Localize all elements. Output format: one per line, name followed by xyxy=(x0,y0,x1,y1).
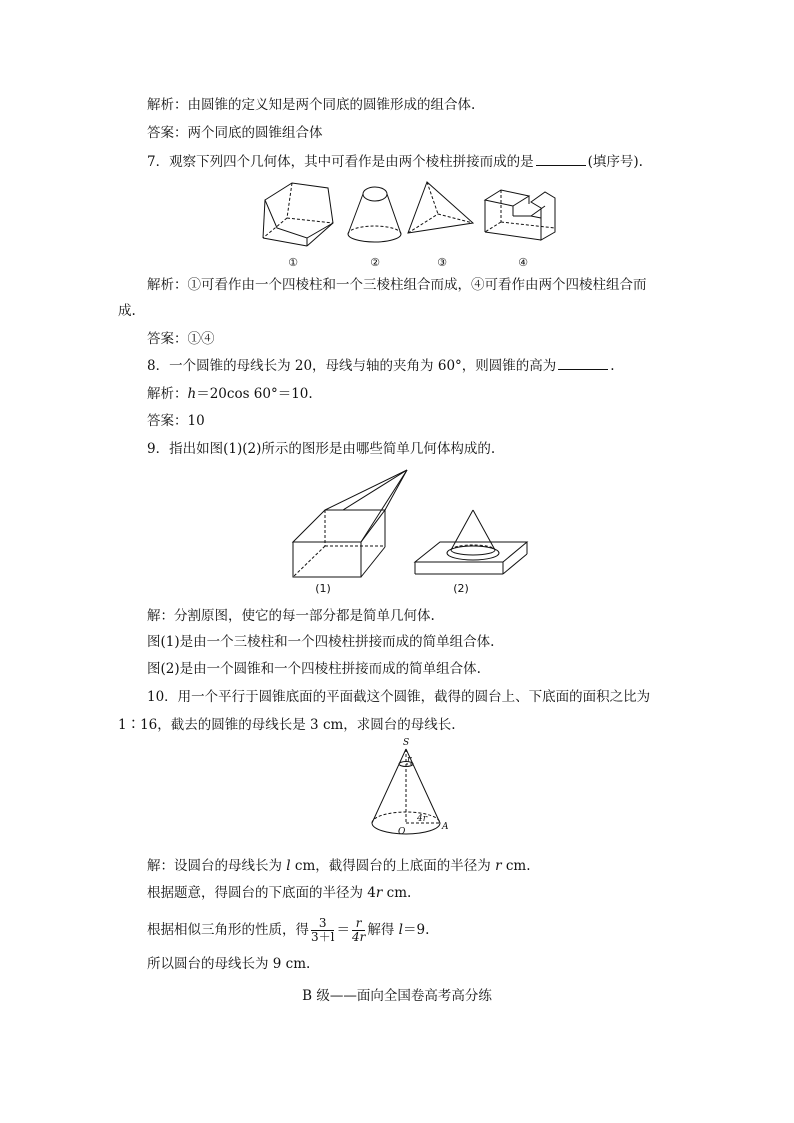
q10-s2-var-r: r xyxy=(375,885,383,901)
q10-s3-equals: ＝ xyxy=(336,922,350,938)
q9-solution-2: 图(1)是由一个三棱柱和一个四棱柱拼接而成的简单组合体. xyxy=(147,634,495,650)
q8-text: 8．一个圆锥的母线长为 20，母线与轴的夹角为 60°，则圆锥的高为 xyxy=(147,358,557,374)
q7-answer-blank xyxy=(536,153,586,166)
q10-s1-var-r: r xyxy=(495,858,502,874)
q10-s3-text-c: ＝9. xyxy=(402,922,430,938)
solid-3 xyxy=(408,182,473,233)
solid-4 xyxy=(485,190,555,240)
q7-question xyxy=(147,153,643,171)
q10-s2-text-a: 根据题意，得圆台的下底面的半径为 4 xyxy=(147,885,376,901)
fig10-label-o: O xyxy=(398,827,406,837)
q8-exp-formula: ＝20cos 60°＝10. xyxy=(196,386,313,402)
q7-answer: 答案：①④ xyxy=(147,331,215,347)
q8-answer-blank xyxy=(558,357,608,370)
section-heading: B 级——面向全国卷高考高分练 xyxy=(302,988,492,1004)
q7-text: 7．观察下列四个几何体，其中可看作是由两个棱柱拼接而成的是 xyxy=(147,154,534,170)
q10-solution-2 xyxy=(147,884,411,902)
fig7-label-2: ② xyxy=(370,256,380,269)
q8-exp-var: h xyxy=(187,386,197,402)
figure-2 xyxy=(415,510,527,574)
q10-s1-text-a: 解：设圆台的母线长为 xyxy=(147,858,287,874)
q8-exp-prefix: 解析： xyxy=(147,386,188,402)
fig7-label-1: ① xyxy=(288,256,298,269)
q7-text-end: (填序号). xyxy=(587,154,643,170)
q9-solution-3: 图(2)是由一个圆锥和一个四棱柱拼接而成的简单组合体. xyxy=(147,661,481,677)
q8-text-end: . xyxy=(610,358,615,374)
q7-explanation-1: 解析：①可看作由一个四棱柱和一个三棱柱组合而成，④可看作由两个四棱柱组合而 xyxy=(147,277,647,293)
q8-explanation xyxy=(147,385,313,403)
q10-s3-var-l: l xyxy=(398,922,403,938)
q8-answer: 答案：10 xyxy=(147,413,205,429)
fig10-label-s: S xyxy=(403,738,410,748)
fraction-1-denominator: 3＋l xyxy=(311,930,335,944)
figure-1 xyxy=(293,470,407,577)
q9-figure xyxy=(285,462,535,597)
q10-question-1: 10．用一个平行于圆锥底面的平面截这个圆锥，截得的圆台上、下底面的面积之比为 xyxy=(147,689,651,705)
q10-solution-1 xyxy=(147,857,531,875)
solid-1 xyxy=(263,183,333,246)
q10-question-2: 1∶16，截去的圆锥的母线长是 3 cm，求圆台的母线长. xyxy=(118,717,456,733)
q10-s1-var-l: l xyxy=(286,858,291,874)
q7-figure xyxy=(255,178,565,270)
fraction-2-numerator: r xyxy=(352,917,365,931)
q9-question: 9．指出如图(1)(2)所示的图形是由哪些简单几何体构成的. xyxy=(147,441,496,457)
fig7-label-4: ④ xyxy=(518,256,528,269)
fraction-2 xyxy=(352,917,365,944)
fraction-1-numerator: 3 xyxy=(311,917,334,931)
fraction-1 xyxy=(311,917,334,944)
fig10-label-4r: 4r xyxy=(417,814,428,824)
q6-answer: 答案：两个同底的圆锥组合体 xyxy=(147,125,323,141)
q10-solution-4: 所以圆台的母线长为 9 cm. xyxy=(147,956,311,972)
q10-figure xyxy=(360,735,470,847)
q9-solution-1: 解：分割原图，使它的每一部分都是简单几何体. xyxy=(147,608,435,624)
solid-2 xyxy=(348,187,401,242)
fig7-label-3: ③ xyxy=(437,256,447,269)
q10-s3-text-b: 解得 xyxy=(367,922,399,938)
fraction-2-denominator: 4r xyxy=(351,930,366,944)
q10-s2-text-b: cm. xyxy=(382,885,412,901)
fig9-label-2: (2) xyxy=(453,582,469,595)
q8-question xyxy=(147,357,615,375)
fig10-label-r: r xyxy=(407,755,412,765)
q10-s1-text-b: cm，截得圆台的上底面的半径为 xyxy=(290,858,496,874)
fig9-label-1: (1) xyxy=(315,582,331,595)
fig10-label-a: A xyxy=(442,822,449,832)
q10-solution-3 xyxy=(147,912,429,948)
q10-s1-text-c: cm. xyxy=(501,858,531,874)
q7-explanation-2: 成. xyxy=(118,303,136,319)
q10-s3-text-a: 根据相似三角形的性质，得 xyxy=(147,922,309,938)
q6-explanation: 解析：由圆锥的定义知是两个同底的圆锥形成的组合体. xyxy=(147,97,476,113)
